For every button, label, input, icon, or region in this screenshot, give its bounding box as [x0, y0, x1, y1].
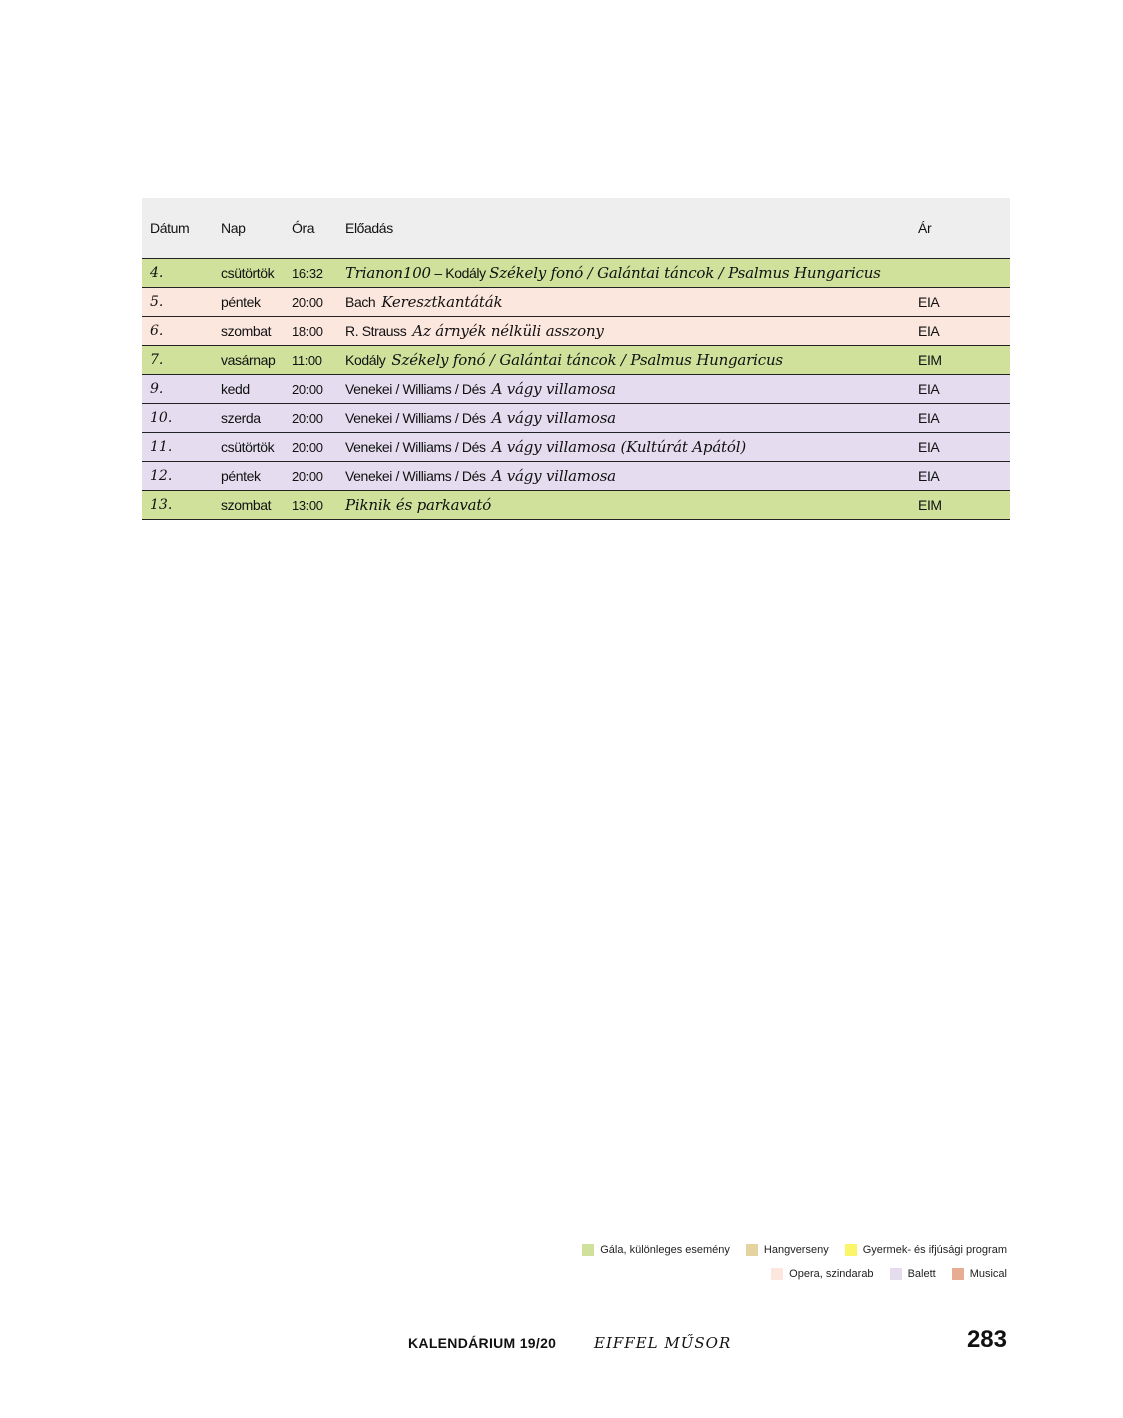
row-date: 13.	[142, 491, 213, 520]
legend-item	[845, 1244, 1007, 1256]
row-date: 4.	[142, 259, 213, 288]
performance-title: Székely fonó / Galántai táncok / Psalmus Hungaricus	[391, 351, 783, 369]
row-day: kedd	[213, 375, 284, 404]
publication-title: KALENDÁRIUM 19/20	[408, 1335, 557, 1351]
header-time: Óra	[284, 198, 337, 259]
row-price	[910, 259, 1010, 288]
row-performance	[337, 317, 910, 346]
performance-title: A vágy villamosa	[491, 409, 616, 427]
legend-label: Musical	[969, 1268, 1007, 1280]
header-performance: Előadás	[337, 198, 910, 259]
legend-row-2	[771, 1268, 1007, 1280]
row-date: 10.	[142, 404, 213, 433]
table-row	[142, 404, 1010, 433]
legend-swatch	[582, 1244, 594, 1256]
table-row	[142, 433, 1010, 462]
legend-label: Hangverseny	[763, 1244, 829, 1256]
row-performance	[337, 259, 910, 288]
performance-author: Venekei / Williams / Dés	[345, 381, 486, 397]
table-row	[142, 491, 1010, 520]
row-performance	[337, 346, 910, 375]
performance-title: Keresztkantáták	[381, 293, 503, 311]
row-time: 18:00	[284, 317, 337, 346]
row-time: 20:00	[284, 462, 337, 491]
row-day: szombat	[213, 491, 284, 520]
legend-item	[582, 1244, 730, 1256]
performance-title: Trianon100	[345, 264, 431, 282]
row-price: EIA	[910, 288, 1010, 317]
performance-author: Bach	[345, 294, 376, 310]
row-date: 9.	[142, 375, 213, 404]
legend-label: Opera, szindarab	[789, 1268, 874, 1280]
row-day: péntek	[213, 288, 284, 317]
row-performance	[337, 462, 910, 491]
legend-item	[771, 1268, 873, 1280]
performance-title: Székely fonó / Galántai táncok / Psalmus Hungaricus	[489, 264, 881, 282]
row-day: péntek	[213, 462, 284, 491]
row-time: 20:00	[284, 288, 337, 317]
legend-swatch	[952, 1268, 964, 1280]
row-price: EIA	[910, 433, 1010, 462]
performance-title: A vágy villamosa	[491, 380, 616, 398]
row-price: EIM	[910, 491, 1010, 520]
section-title: EIFFEL MŰSOR	[594, 1334, 732, 1352]
legend-item	[746, 1244, 829, 1256]
legend-row-1	[582, 1244, 1007, 1256]
legend-item	[890, 1268, 936, 1280]
row-performance	[337, 491, 910, 520]
legend-swatch	[746, 1244, 758, 1256]
performance-title: A vágy villamosa (Kultúrát Apától)	[491, 438, 746, 456]
row-performance	[337, 375, 910, 404]
row-day: csütörtök	[213, 433, 284, 462]
header-day: Nap	[213, 198, 284, 259]
page-number: 283	[966, 1326, 1007, 1353]
row-performance	[337, 433, 910, 462]
row-day: szombat	[213, 317, 284, 346]
row-price: EIA	[910, 404, 1010, 433]
row-date: 11.	[142, 433, 213, 462]
performance-author: Venekei / Williams / Dés	[345, 468, 486, 484]
row-price: EIA	[910, 317, 1010, 346]
table-row	[142, 346, 1010, 375]
row-price: EIM	[910, 346, 1010, 375]
legend-label: Gyermek- és ifjúsági program	[862, 1244, 1007, 1256]
schedule-table	[142, 198, 1010, 520]
legend-label: Balett	[907, 1268, 936, 1280]
legend-swatch	[845, 1244, 857, 1256]
legend-swatch	[890, 1268, 902, 1280]
table-header-row	[142, 198, 1010, 259]
row-price: EIA	[910, 375, 1010, 404]
row-date: 12.	[142, 462, 213, 491]
performance-author: Venekei / Williams / Dés	[345, 410, 486, 426]
performance-author: Kodály	[345, 352, 386, 368]
row-time: 13:00	[284, 491, 337, 520]
row-day: szerda	[213, 404, 284, 433]
row-time: 20:00	[284, 404, 337, 433]
table-row	[142, 375, 1010, 404]
row-performance	[337, 288, 910, 317]
row-time: 20:00	[284, 433, 337, 462]
performance-title: A vágy villamosa	[491, 467, 616, 485]
legend-label: Gála, különleges esemény	[600, 1244, 730, 1256]
performance-author: Venekei / Williams / Dés	[345, 439, 486, 455]
row-price: EIA	[910, 462, 1010, 491]
header-date: Dátum	[142, 198, 213, 259]
performance-author: – Kodály	[430, 265, 490, 281]
header-price: Ár	[910, 198, 1010, 259]
performance-title: Az árnyék nélküli asszony	[412, 322, 604, 340]
row-time: 20:00	[284, 375, 337, 404]
table-row	[142, 288, 1010, 317]
table-row	[142, 317, 1010, 346]
performance-title: Piknik és parkavató	[345, 496, 492, 514]
row-day: vasárnap	[213, 346, 284, 375]
table-row	[142, 259, 1010, 288]
performance-author: R. Strauss	[345, 323, 407, 339]
row-date: 5.	[142, 288, 213, 317]
legend-swatch	[771, 1268, 783, 1280]
table-row	[142, 462, 1010, 491]
row-time: 11:00	[284, 346, 337, 375]
row-time: 16:32	[284, 259, 337, 288]
row-day: csütörtök	[213, 259, 284, 288]
legend-item	[952, 1268, 1007, 1280]
row-performance	[337, 404, 910, 433]
row-date: 7.	[142, 346, 213, 375]
row-date: 6.	[142, 317, 213, 346]
